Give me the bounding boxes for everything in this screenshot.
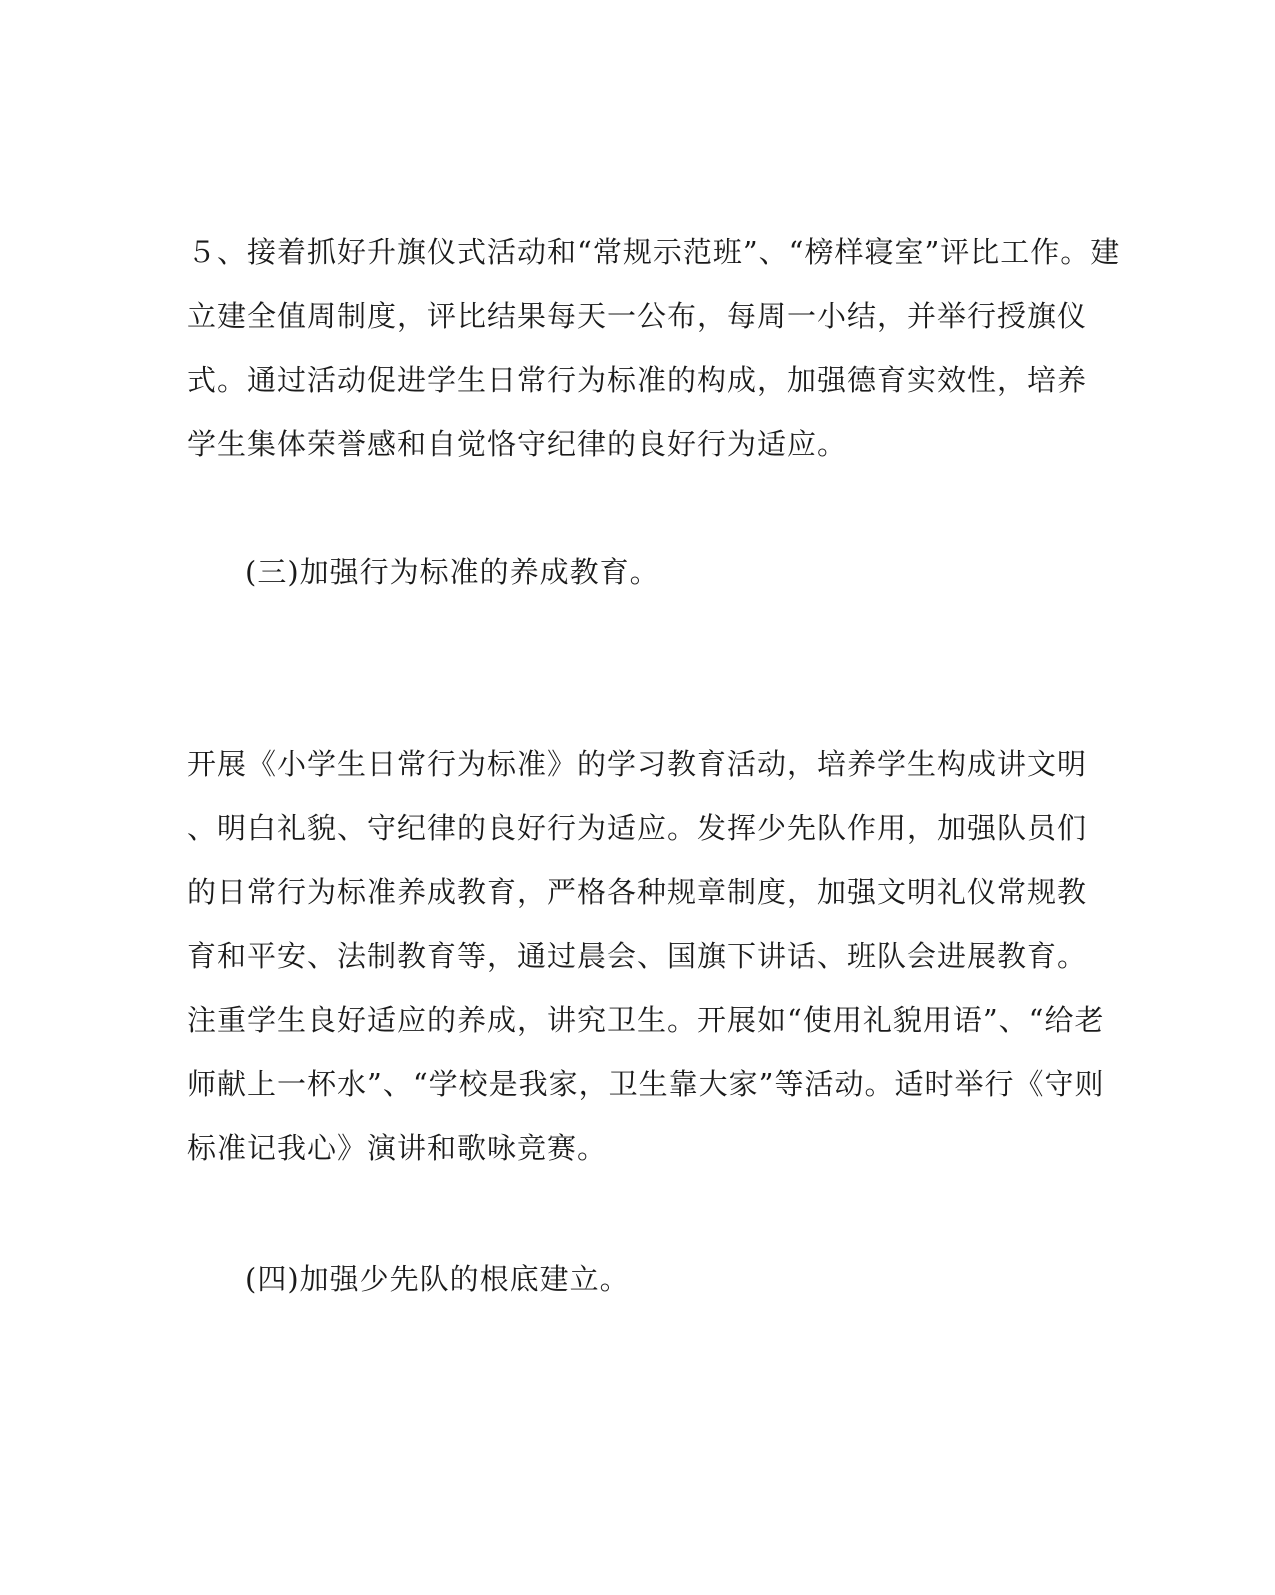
- paragraph-line: 学生集体荣誉感和自觉恪守纪律的良好行为适应。: [187, 427, 848, 461]
- section-heading-3: (三)加强行为标准的养成教育。: [245, 555, 660, 589]
- paragraph-line: 、明白礼貌、守纪律的良好行为适应。发挥少先队作用，加强队员们: [187, 811, 1088, 845]
- paragraph-line: 式。通过活动促进学生日常行为标准的构成，加强德育实效性，培养: [187, 363, 1088, 397]
- paragraph-line: ５、接着抓好升旗仪式活动和“常规示范班”、“榜样寝室”评比工作。建: [187, 235, 1121, 269]
- paragraph-line: 立建全值周制度，评比结果每天一公布，每周一小结，并举行授旗仪: [187, 299, 1088, 333]
- paragraph-item-5: [187, 220, 1121, 476]
- paragraph-line: 标准记我心》演讲和歌咏竞赛。: [187, 1131, 608, 1165]
- section-heading-4: (四)加强少先队的根底建立。: [245, 1262, 630, 1296]
- paragraph-line: 注重学生良好适应的养成，讲究卫生。开展如“使用礼貌用语”、“给老: [187, 1003, 1105, 1037]
- paragraph-line: 开展《小学生日常行为标准》的学习教育活动，培养学生构成讲文明: [187, 747, 1088, 781]
- paragraph-line: 的日常行为标准养成教育，严格各种规章制度，加强文明礼仪常规教: [187, 875, 1088, 909]
- paragraph-section-3-body: [187, 732, 1105, 1180]
- paragraph-line: 育和平安、法制教育等，通过晨会、国旗下讲话、班队会进展教育。: [187, 939, 1088, 973]
- paragraph-line: 师献上一杯水”、“学校是我家，卫生靠大家”等活动。适时举行《守则: [187, 1067, 1105, 1101]
